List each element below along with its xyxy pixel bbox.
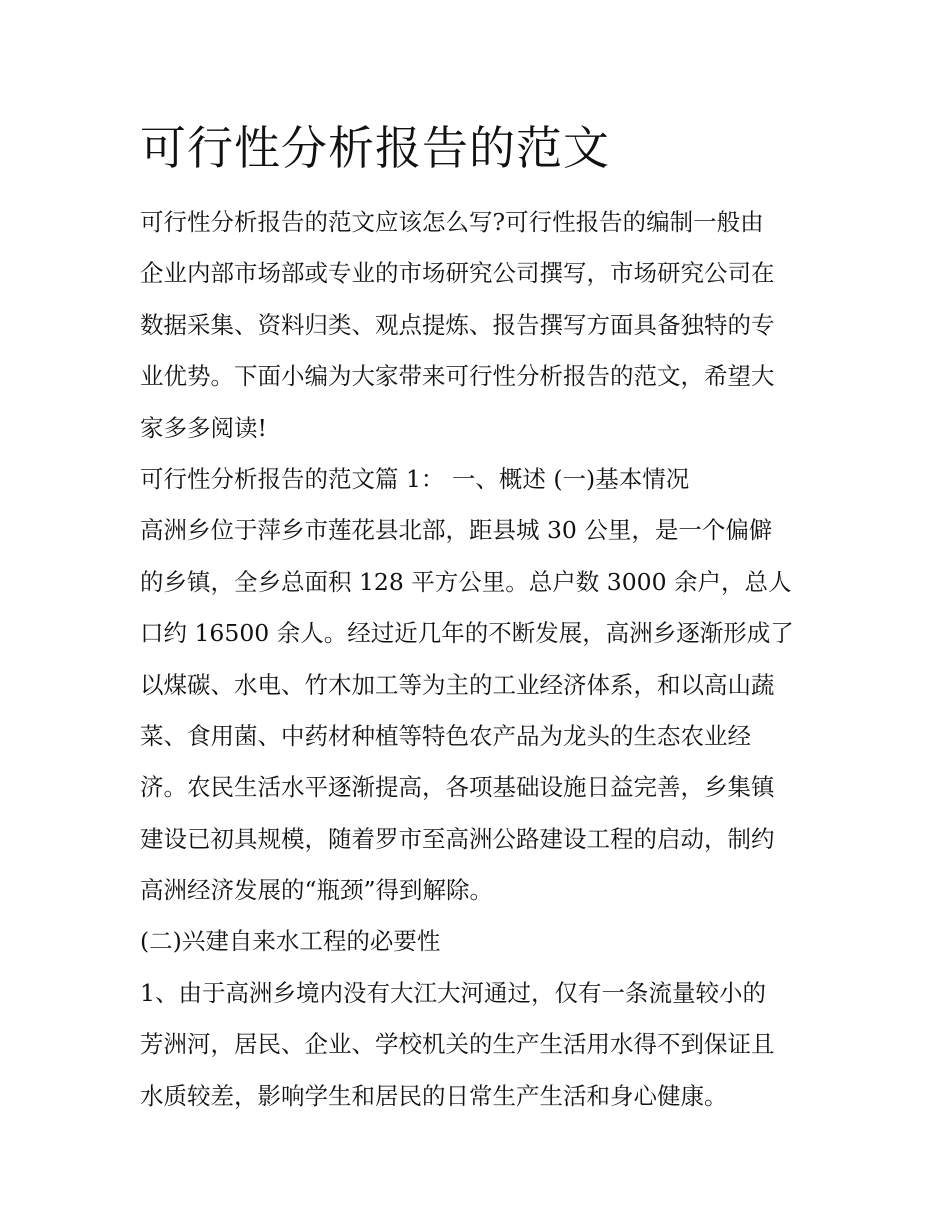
document-body — [140, 197, 820, 1122]
body-line: 口约 16500 余人。经过近几年的不断发展，高洲乡逐渐形成了 — [140, 619, 794, 648]
body-line: 业优势。下面小编为大家带来可行性分析报告的范文，希望大 — [140, 362, 775, 391]
body-line: 的乡镇，全乡总面积 128 平方公里。总户数 3000 余户，总人 — [140, 567, 792, 596]
body-line: 可行性分析报告的范文应该怎么写?可行性报告的编制一般由 — [140, 208, 764, 236]
body-line: 菜、食用菌、中药材种植等特色农产品为龙头的生态农业经 — [140, 721, 751, 750]
body-line: 数据采集、资料归类、观点提炼、报告撰写方面具备独特的专 — [140, 310, 775, 339]
body-line: 济。农民生活水平逐渐提高，各项基础设施日益完善，乡集镇 — [140, 773, 775, 802]
section-heading-line: 可行性分析报告的范文篇 1： 一、概述 (一)基本情况 — [140, 464, 690, 493]
body-line: 建设已初具规模，随着罗市至高洲公路建设工程的启动，制约 — [140, 824, 775, 853]
body-line: 企业内部市场部或专业的市场研究公司撰写，市场研究公司在 — [140, 259, 775, 288]
body-line: 高洲经济发展的“瓶颈”得到解除。 — [140, 876, 494, 905]
document-title: 可行性分析报告的范文 — [140, 121, 610, 175]
body-line: 家多多阅读! — [140, 413, 267, 442]
body-line: 以煤碳、水电、竹木加工等为主的工业经济体系，和以高山蔬 — [140, 670, 775, 699]
body-line: 芳洲河，居民、企业、学校机关的生产生活用水得不到保证且 — [140, 1030, 775, 1059]
body-line: 水质较差，影响学生和居民的日常生产生活和身心健康。 — [140, 1081, 728, 1110]
body-line: 高洲乡位于萍乡市莲花县北部，距县城 30 公里，是一个偏僻 — [140, 516, 773, 545]
subsection-heading-line: (二)兴建自来水工程的必要性 — [140, 927, 441, 956]
body-line: 1、由于高洲乡境内没有大江大河通过，仅有一条流量较小的 — [140, 978, 766, 1007]
